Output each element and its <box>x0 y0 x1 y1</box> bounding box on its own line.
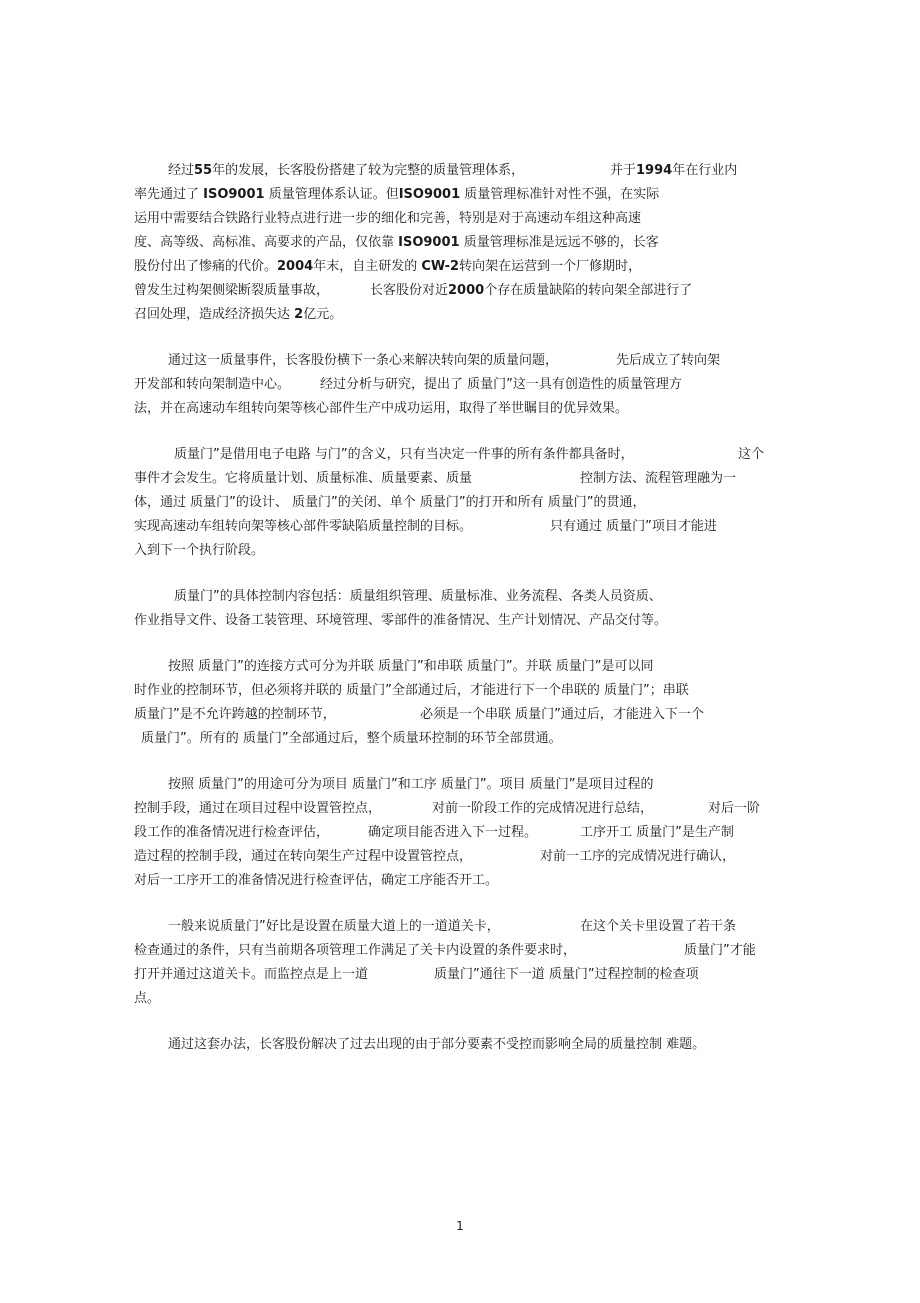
bold-text: 1994 <box>636 163 673 178</box>
text-span: 通过这一质量事件，长客股份横下一条心来解决转向架的质量问题， <box>168 353 559 368</box>
bold-text: ISO9001 <box>398 187 461 202</box>
text-span: 在这个关卡里设置了若干条 <box>580 919 737 934</box>
text-run <box>168 1036 705 1054</box>
text-run <box>368 824 537 842</box>
bold-text: 2004 <box>277 259 314 274</box>
text-run <box>580 918 736 936</box>
text-span: 作业指导文件、设备工装管理、环境管理、零部件的准备情况、生产计划情况、产品交付等。 <box>134 613 668 628</box>
text-run <box>134 400 628 418</box>
text-span: 经过 <box>168 163 195 178</box>
text-span: 个存在质量缺陷的转向架全部进行了 <box>484 283 693 298</box>
text-span: 质量门”是不允许跨越的控制环节， <box>134 707 336 722</box>
text-span: 运用中需要结合铁路行业特点进行进一步的细化和完善，特别是对于高速动车组这种高速 <box>134 211 642 226</box>
text-run <box>540 848 735 866</box>
text-span: 质量管理标准针对性不强，在实际 <box>460 187 660 202</box>
text-span: 按照 质量门”的连接方式可分为并联 质量门”和串联 质量门”。并联 质量门”是可以同 <box>168 659 654 674</box>
text-span: 质量管理体系认证。但 <box>264 187 399 202</box>
text-span: 年的发展，长客股份搭建了较为完整的质量管理体系， <box>212 163 525 178</box>
text-span: 按照 质量门”的用途可分为项目 质量门”和工序 质量门”。项目 质量门”是项目过程的 <box>168 777 654 792</box>
text-span: 只有通过 质量门”项目才能进 <box>550 519 717 534</box>
text-run <box>134 306 342 324</box>
text-span: 入到下一个执行阶段。 <box>134 543 265 558</box>
text-span: 确定项目能否进入下一过程。 <box>368 825 538 840</box>
text-span: 通过这套办法，长客股份解决了过去出现的由于部分要素不受控而影响全局的质量控制 难题。 <box>168 1037 706 1052</box>
text-run <box>420 706 704 724</box>
text-span: 质量门”。所有的 质量门”全部通过后，整个质量环控制的环节全部贯通。 <box>141 731 562 746</box>
text-span: 度、高等级、高标准、高要求的产品，仅依靠 <box>134 235 399 250</box>
text-span: 对前一阶段工作的完成情况进行总结， <box>432 801 654 816</box>
text-span: 点。 <box>134 991 161 1006</box>
text-run <box>134 990 160 1008</box>
text-run <box>684 942 756 960</box>
text-span: 召回处理，造成经济损失达 <box>134 307 295 322</box>
text-run <box>134 376 290 394</box>
text-run <box>134 706 336 724</box>
text-run <box>168 352 558 370</box>
text-span: 体，通过 质量门”的设计、 质量门”的关闭、单个 质量门”的打开和所有 质量门”的贯通， <box>134 495 646 510</box>
text-run <box>168 658 653 676</box>
text-span: 开发部和转向架制造中心。 <box>134 377 291 392</box>
text-span: 质量管理标准是远远不够的，长客 <box>459 235 659 250</box>
text-run <box>320 376 682 394</box>
text-span: 年末，自主研发的 <box>313 259 422 274</box>
text-run <box>134 282 329 300</box>
text-span: 质量门”的具体控制内容包括：质量组织管理、质量标准、业务流程、各类人员资质、 <box>174 589 662 604</box>
text-run <box>134 186 659 204</box>
text-span: 实现高速动车组转向架等核心部件零缺陷质量控制的目标。 <box>134 519 473 534</box>
text-span: 对后一阶 <box>708 801 761 816</box>
text-run <box>174 588 662 606</box>
text-run <box>168 162 524 180</box>
text-span: 法，并在高速动车组转向架等核心部件生产中成功运用，取得了举世瞩目的优异效果。 <box>134 401 629 416</box>
text-run <box>134 470 472 488</box>
text-span: 年在行业内 <box>672 163 738 178</box>
text-span: 对后一工序开工的准备情况进行检查评估，确定工序能否开工。 <box>134 873 499 888</box>
text-run <box>134 612 667 630</box>
text-run <box>134 966 368 984</box>
text-run <box>134 682 689 700</box>
text-run <box>134 234 659 252</box>
bold-text: 2 <box>294 307 304 322</box>
text-run <box>134 518 472 536</box>
text-run <box>134 872 498 890</box>
text-run <box>174 446 634 464</box>
text-span: 长客股份对近 <box>370 283 449 298</box>
text-span: 率先通过了 <box>134 187 204 202</box>
text-span: 事件才会发生。它将质量计划、质量标准、质量要素、质量 <box>134 471 473 486</box>
text-run <box>550 518 717 536</box>
text-span: 必须是一个串联 质量门”通过后，才能进入下一个 <box>420 707 704 722</box>
text-span: 先后成立了转向架 <box>616 353 721 368</box>
text-run <box>610 162 737 180</box>
page-number: 1 <box>456 1219 464 1233</box>
text-span: 一般来说质量门”好比是设置在质量大道上的一道道关卡， <box>168 919 500 934</box>
text-span: 质量门”通往下一道 质量门”过程控制的检查项 <box>434 967 699 982</box>
bold-text: ISO9001 <box>398 235 460 250</box>
bold-text: ISO9001 <box>203 187 265 202</box>
text-run <box>434 966 699 984</box>
text-span: 造过程的控制手段，通过在转向架生产过程中设置管控点， <box>134 849 473 864</box>
text-span: 股份付出了惨痛的代价。 <box>134 259 278 274</box>
text-span: 转向架在运营到一个厂修期时， <box>459 259 642 274</box>
text-run <box>616 352 720 370</box>
text-span: 段工作的准备情况进行检查评估， <box>134 825 330 840</box>
text-span: 工序开工 质量门”是生产制 <box>580 825 734 840</box>
text-run <box>580 470 736 488</box>
text-span: 检查通过的条件，只有当前期各项管理工作满足了关卡内设置的条件要求时， <box>134 943 577 958</box>
text-run <box>168 776 653 794</box>
text-run <box>168 918 500 936</box>
text-run <box>134 542 264 560</box>
text-span: 对前一工序的完成情况进行确认， <box>540 849 736 864</box>
text-run <box>134 848 472 866</box>
text-run <box>134 800 381 818</box>
text-run <box>738 446 764 464</box>
bold-text: 55 <box>194 163 213 178</box>
text-run <box>134 824 329 842</box>
text-span: 这个 <box>738 447 765 462</box>
text-span: 质量门”才能 <box>684 943 756 958</box>
text-run <box>134 210 641 228</box>
bold-text: CW-2 <box>421 259 460 274</box>
text-run <box>134 258 641 276</box>
text-span: 并于 <box>610 163 637 178</box>
text-run <box>708 800 760 818</box>
text-run <box>134 942 576 960</box>
text-span: 控制手段，通过在项目过程中设置管控点， <box>134 801 382 816</box>
text-span: 控制方法、流程管理融为一 <box>580 471 737 486</box>
text-run <box>134 494 645 512</box>
text-span: 时作业的控制环节，但必须将并联的 质量门”全部通过后，才能进行下一个串联的 质量门”；串联 <box>134 683 689 698</box>
text-run <box>141 730 562 748</box>
text-span: 经过分析与研究，提出了 质量门”这一具有创造性的质量管理方 <box>320 377 682 392</box>
text-run <box>580 824 734 842</box>
bold-text: 2000 <box>448 283 485 298</box>
text-span: 曾发生过构架侧梁断裂质量事故， <box>134 283 330 298</box>
text-run <box>432 800 653 818</box>
text-span: 质量门”是借用电子电路 与门”的含义，只有当决定一件事的所有条件都具备时， <box>174 447 634 462</box>
text-span: 亿元。 <box>303 307 343 322</box>
text-span: 打开并通过这道关卡。而监控点是上一道 <box>134 967 369 982</box>
text-run <box>370 282 692 300</box>
